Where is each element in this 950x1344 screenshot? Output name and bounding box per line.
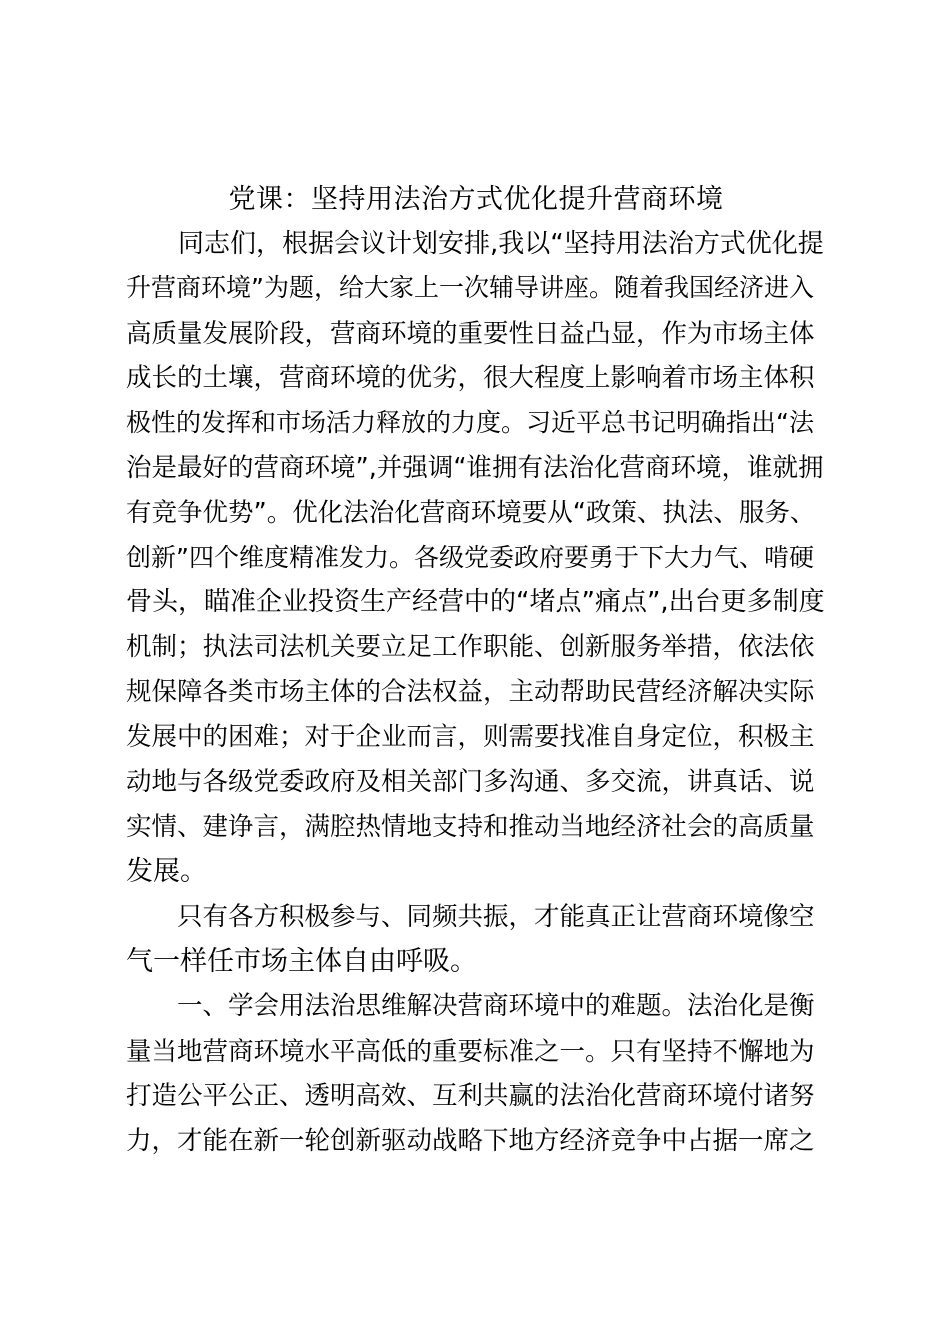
text-line: 发展。	[126, 856, 207, 887]
text-line: 力，才能在新一轮创新驱动战略下地方经济竞争中占据一席之	[126, 1126, 815, 1156]
text-line: 一、学会用法治思维解决营商环境中的难题。法治化是衡	[126, 991, 815, 1021]
text-line: 打造公平公正、透明高效、互利共赢的法治化营商环境付诸努	[126, 1081, 815, 1111]
text-line: 成长的土壤，营商环境的优劣，很大程度上影响着市场主体积	[126, 363, 815, 393]
text-line: 动地与各级党委政府及相关部门多沟通、多交流，讲真话、说	[126, 767, 815, 797]
text-line: 高质量发展阶段，营商环境的重要性日益凸显，作为市场主体	[126, 319, 815, 349]
text-line: 规保障各类市场主体的合法权益，主动帮助民营经济解决实际	[126, 677, 815, 707]
document-title: 党课：坚持用法治方式优化提升营商环境	[228, 184, 724, 215]
text-line: 极性的发挥和市场活力释放的力度。习近平总书记明确指出“法	[126, 408, 814, 437]
text-line: 升营商环境”为题，给大家上一次辅导讲座。随着我国经济进入	[126, 273, 814, 302]
text-line: 实情、建诤言，满腔热情地支持和推动当地经济社会的高质量	[126, 812, 815, 842]
text-line: 骨头，瞄准企业投资生产经营中的“堵点”痛点”,出台更多制度	[126, 587, 825, 617]
text-line: 发展中的困难；对于企业而言，则需要找准自身定位，积极主	[126, 722, 815, 752]
text-line: 量当地营商环境水平高低的重要标准之一。只有坚持不懈地为	[126, 1037, 815, 1067]
text-line: 气一样任市场主体自由呼吸。	[126, 946, 477, 977]
text-line: 同志们，根据会议计划安排,我以“坚持用法治方式优化提	[126, 229, 824, 259]
text-line: 创新”四个维度精准发力。各级党委政府要勇于下大力气、啃硬	[126, 543, 814, 572]
text-line: 治是最好的营商环境”,并强调“谁拥有法治化营商环境，谁就拥	[126, 453, 824, 483]
text-line: 机制；执法司法机关要立足工作职能、创新服务举措，依法依	[126, 632, 815, 662]
text-line: 有竞争优势”。优化法治化营商环境要从“政策、执法、服务、	[126, 498, 816, 528]
text-line: 只有各方积极参与、同频共振，才能真正让营商环境像空	[126, 902, 815, 932]
